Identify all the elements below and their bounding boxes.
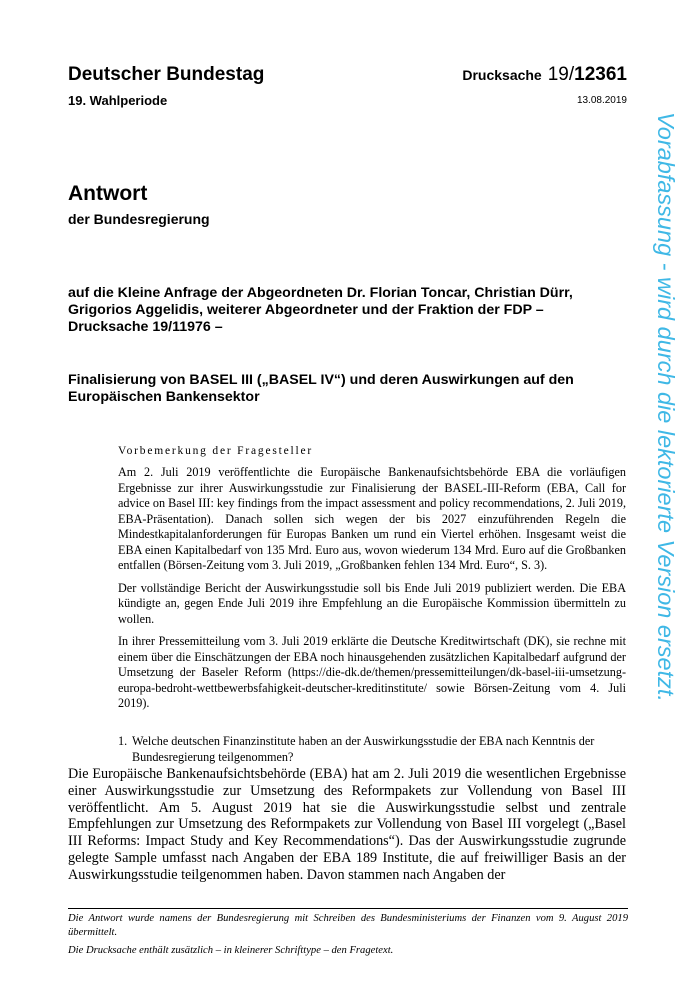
footer-note: Die Drucksache enthält zusätzlich – in kleinerer Schrifttype – den Fragetext. [68,945,394,956]
preliminary-remark-body [118,465,626,719]
preliminary-paragraph: In ihrer Pressemitteilung vom 3. Juli 2019 erklärte die Deutsche Kreditwirtschaft (DK), sie rechne mit einem über die Einschätzungen der EBA noch hinausgehenden zusätzlichen Kapitalbedarf aufgrund der Umsetzung der Baseler Reform (https://die-dk.de/themen/pressemitteilungen/dk-basel-iii-umsetzung-europa-bedroht-wettbewerbsfahigkeit-deutscher-kreditinstitute/ sowie Börsen-Zeitung vom 4. Juli 2019). [118,634,626,710]
draft-watermark: Vorabfassung - wird durch die lektorierte Version ersetzt. [653,112,679,702]
document-subtitle: der Bundesregierung [68,211,210,227]
document-number-value: 12361 [574,64,627,85]
footer-divider [68,908,628,909]
preliminary-paragraph: Der vollständige Bericht der Auswirkungsstudie soll bis Ende Juli 2019 publiziert werden. Die EBA kündigte an, gegen Ende Juli 2019 ihre Empfehlung an die Europäische Kommission übermitteln zu wollen. [118,580,626,626]
question-text: Welche deutschen Finanzinstitute haben an der Auswirkungsstudie der EBA nach Kenntnis der Bundesregierung teilgenommen? [132,734,595,764]
footer-note: Die Antwort wurde namens der Bundesregierung mit Schreiben des Bundesministeriums der Finanzen vom 9. August 2019 übermittelt. [68,913,628,938]
footer-notes [68,912,628,963]
question-1 [118,734,626,765]
topic-heading: Finalisierung von BASEL III („BASEL IV“) und deren Auswirkungen auf den Europäischen Bankensektor [68,372,574,405]
document-title: Antwort [68,182,148,205]
legislative-period: 19. Wahlperiode [68,93,168,108]
document-number [462,64,627,86]
document-number-prefix: 19/ [547,64,575,85]
inquiry-reference: auf die Kleine Anfrage der Abgeordneten Dr. Florian Toncar, Christian Dürr, Grigorios Aggelidis, weiterer Abgeordneter und der Fraktion der FDP – Drucksache 19/11976 – [68,285,573,335]
organization-name: Deutscher Bundestag [68,64,265,85]
preliminary-remark-heading: Vorbemerkung der Fragesteller [118,445,314,457]
question-number: 1. [118,734,128,748]
answer-text: Die Europäische Bankenaufsichtsbehörde (EBA) hat am 2. Juli 2019 die wesentlichen Ergebnisse einer Auswirkungsstudie zur Umsetzung des Reformpakets zur Vollendung von Basel III veröffentlicht. Am 5. August 2019 hat sie die Auswirkungsstudie selbst und zentrale Empfehlungen zur Umsetzung des Reformpakets zur Vollendung von Basel III vorgelegt („Basel III Reforms: Impact Study and Key Recommendations“). Das der Auswirkungsstudie zugrunde gelegte Sample umfasst nach Angaben der EBA 189 Institute, die auf freiwilliger Basis an der Auswirkungsstudie teilgenommen haben. Davon stammen nach Angaben der [68,766,626,883]
document-date: 13.08.2019 [576,95,627,106]
preliminary-paragraph: Am 2. Juli 2019 veröffentlichte die Europäische Bankenaufsichtsbehörde EBA die vorläufigen Ergebnisse zur ihrer Auswirkungsstudie zur Finalisierung der BASEL-III-Reform (EBA, Call for advice on Basel III: key findings from the impact assessment and policy recommendations, 2. Juli 2019, EBA-Präsentation). Danach sollen sich wegen der bis 2027 einzuführenden Regeln die Mindestkapitalanforderungen für Europas Banken um rund ein Viertel erhöhen. Insgesamt weist die EBA einen Kapitalbedarf von 135 Mrd. Euro aus, wovon wiederum 134 Mrd. Euro auf die Großbanken entfallen (Börsen-Zeitung vom 3. Juli 2019, „Großbanken fehlen 134 Mrd. Euro“, S. 3). [118,465,626,572]
document-number-label: Drucksache [462,67,542,83]
